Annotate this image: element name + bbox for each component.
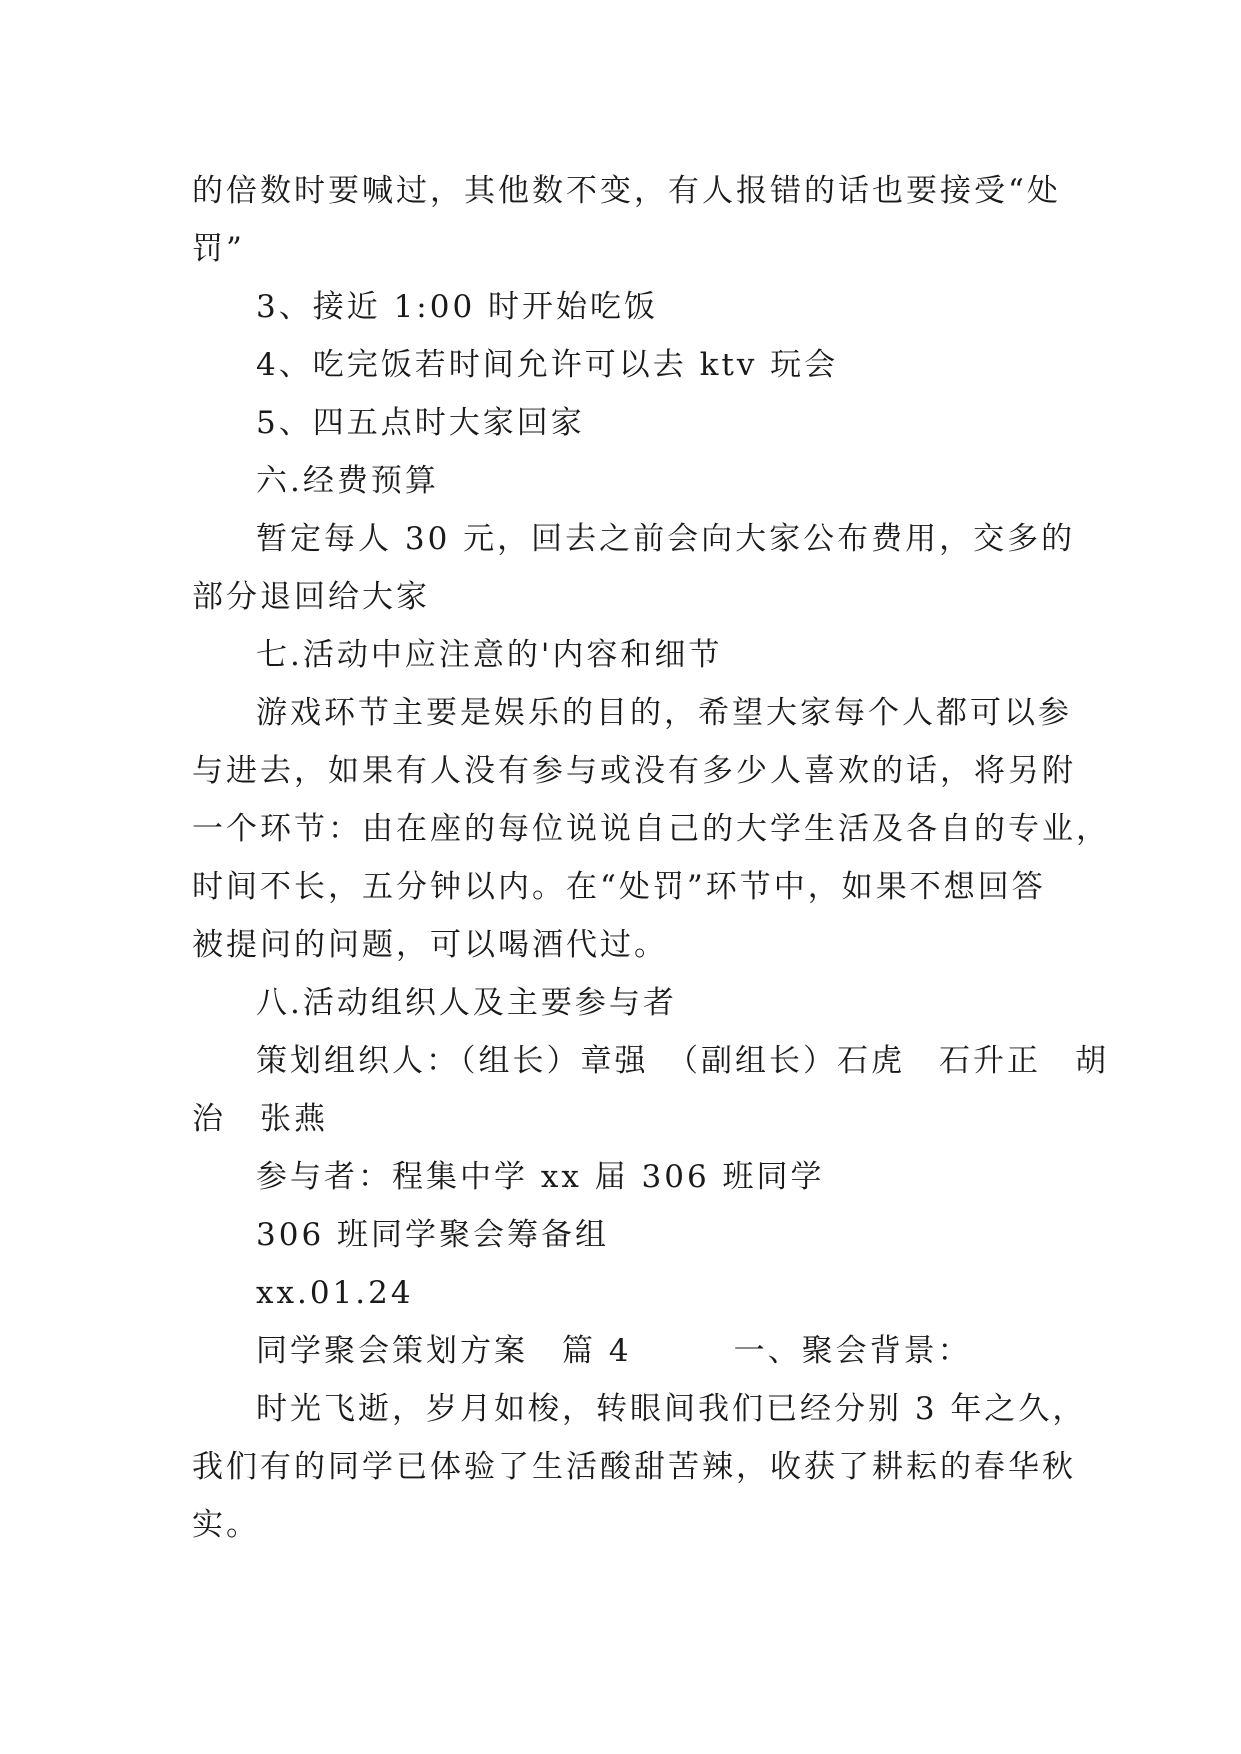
text-line: 时光飞逝，岁月如梭，转眼间我们已经分别 3 年之久， <box>256 1391 1087 1427</box>
text-line: 罚” <box>192 231 245 267</box>
text-line: xx.01.24 <box>256 1275 414 1311</box>
text-line: 策划组织人：（组长）章强 （副组长）石虎 石升正 胡 <box>256 1043 1109 1079</box>
text-line: 时间不长，五分钟以内。在“处罚”环节中，如果不想回答 <box>192 869 1046 905</box>
text-line: 被提问的问题，可以喝酒代过。 <box>192 927 668 963</box>
text-line: 与进去，如果有人没有参与或没有多少人喜欢的话，将另附 <box>192 753 1076 789</box>
text-line: 一个环节：由在座的每位说说自己的大学生活及各自的专业， <box>192 811 1110 847</box>
text-line: 暂定每人 30 元，回去之前会向大家公布费用，交多的 <box>256 521 1076 557</box>
text-line: 5、四五点时大家回家 <box>256 405 585 441</box>
text-line: 306 班同学聚会筹备组 <box>256 1217 610 1253</box>
text-line: 八.活动组织人及主要参与者 <box>256 985 677 1021</box>
document-body <box>192 162 1110 1554</box>
text-line: 部分退回给大家 <box>192 579 430 615</box>
text-line: 我们有的同学已体验了生活酸甜苦辣，收获了耕耘的春华秋 <box>192 1449 1076 1485</box>
text-line: 参与者：程集中学 xx 届 306 班同学 <box>256 1159 825 1195</box>
text-line: 的倍数时要喊过，其他数不变，有人报错的话也要接受“处 <box>192 173 1061 209</box>
text-line: 游戏环节主要是娱乐的目的，希望大家每个人都可以参 <box>256 695 1072 731</box>
text-line: 六.经费预算 <box>256 463 439 499</box>
text-line: 七.活动中应注意的'内容和细节 <box>256 637 723 673</box>
text-line: 4、吃完饭若时间允许可以去 ktv 玩会 <box>256 347 839 383</box>
text-line: 治 张燕 <box>192 1101 328 1137</box>
text-line: 3、接近 1:00 时开始吃饭 <box>256 289 659 325</box>
text-line: 同学聚会策划方案 篇 4 一、聚会背景： <box>256 1333 972 1369</box>
text-line: 实。 <box>192 1507 260 1543</box>
